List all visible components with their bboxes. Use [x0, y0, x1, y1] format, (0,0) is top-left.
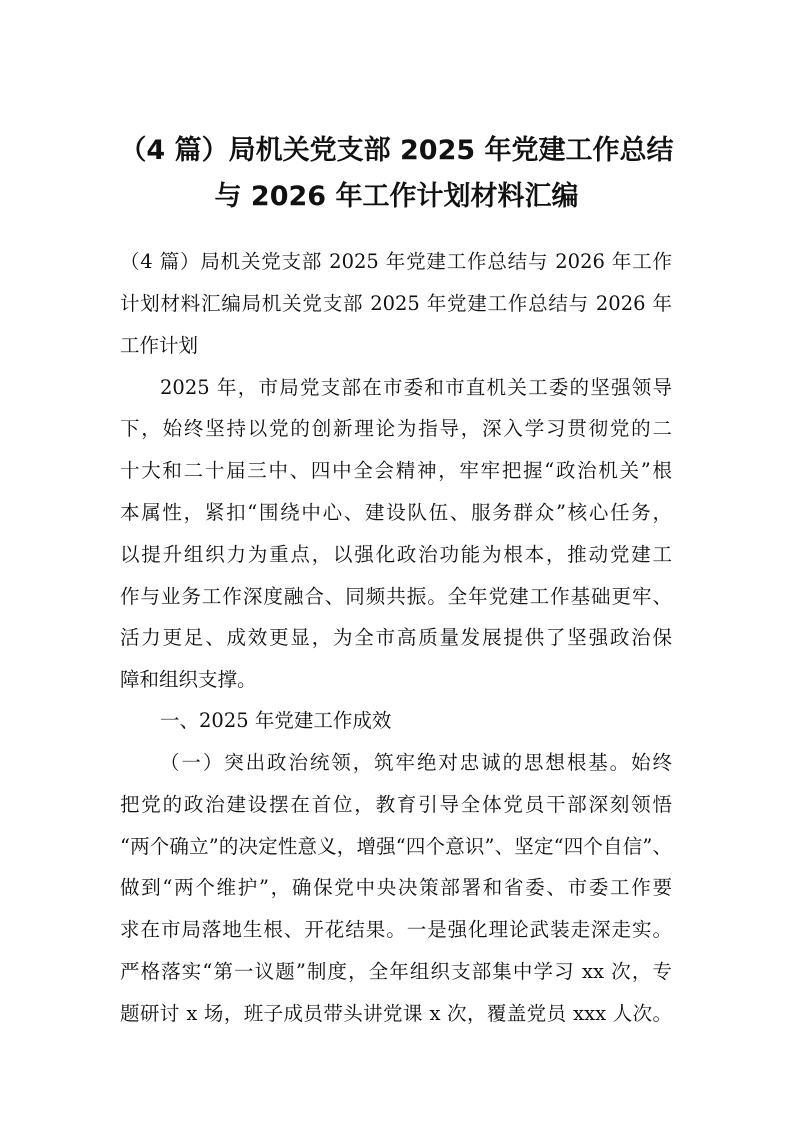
body-text-line: （4 篇）局机关党支部 2025 年党建工作总结与 2026 年工作: [120, 250, 672, 273]
body-text-line: 以提升组织力为重点，以强化政治功能为根本，推动党建工: [120, 543, 672, 566]
body-text-line: 严格落实“第一议题”制度，全年组织支部集中学习 xx 次，专: [120, 960, 672, 983]
body-text-line: （一）突出政治统领，筑牢绝对忠诚的思想根基。始终: [160, 751, 672, 774]
body-text-line: 2025 年，市局党支部在市委和市直机关工委的坚强领导: [160, 376, 672, 399]
body-text-line: 求在市局落地生根、开花结果。一是强化理论武装走深走实。: [120, 918, 672, 941]
body-text-line: 障和组织支撑。: [120, 668, 257, 691]
body-text-line: 本属性，紧扣“围绕中心、建设队伍、服务群众”核心任务，: [120, 501, 672, 524]
body-text-line: 把党的政治建设摆在首位，教育引导全体党员干部深刻领悟: [120, 793, 672, 816]
body-text-line: 活力更足、成效更显，为全市高质量发展提供了坚强政治保: [120, 626, 672, 649]
body-text-line: 作与业务工作深度融合、同频共振。全年党建工作基础更牢、: [120, 585, 672, 608]
body-text-line: 一、2025 年党建工作成效: [160, 709, 392, 732]
body-text-line: 题研讨 x 场，班子成员带头讲党课 x 次，覆盖党员 xxx 人次。: [120, 1002, 672, 1025]
body-text-line: “两个确立”的决定性意义，增强“四个意识”、坚定“四个自信”、: [120, 835, 672, 858]
body-text-line: 下，始终坚持以党的创新理论为指导，深入学习贯彻党的二: [120, 417, 672, 440]
document-title-line-1: （4 篇）局机关党支部 2025 年党建工作总结: [119, 135, 674, 166]
document-title-line-2: 与 2026 年工作计划材料汇编: [214, 181, 579, 212]
body-text-line: 做到“两个维护”，确保党中央决策部署和省委、市委工作要: [120, 876, 672, 899]
body-text-line: 计划材料汇编局机关党支部 2025 年党建工作总结与 2026 年: [120, 292, 672, 315]
body-text-line: 十大和二十届三中、四中全会精神，牢牢把握“政治机关”根: [120, 459, 672, 482]
body-text-line: 工作计划: [120, 334, 199, 357]
